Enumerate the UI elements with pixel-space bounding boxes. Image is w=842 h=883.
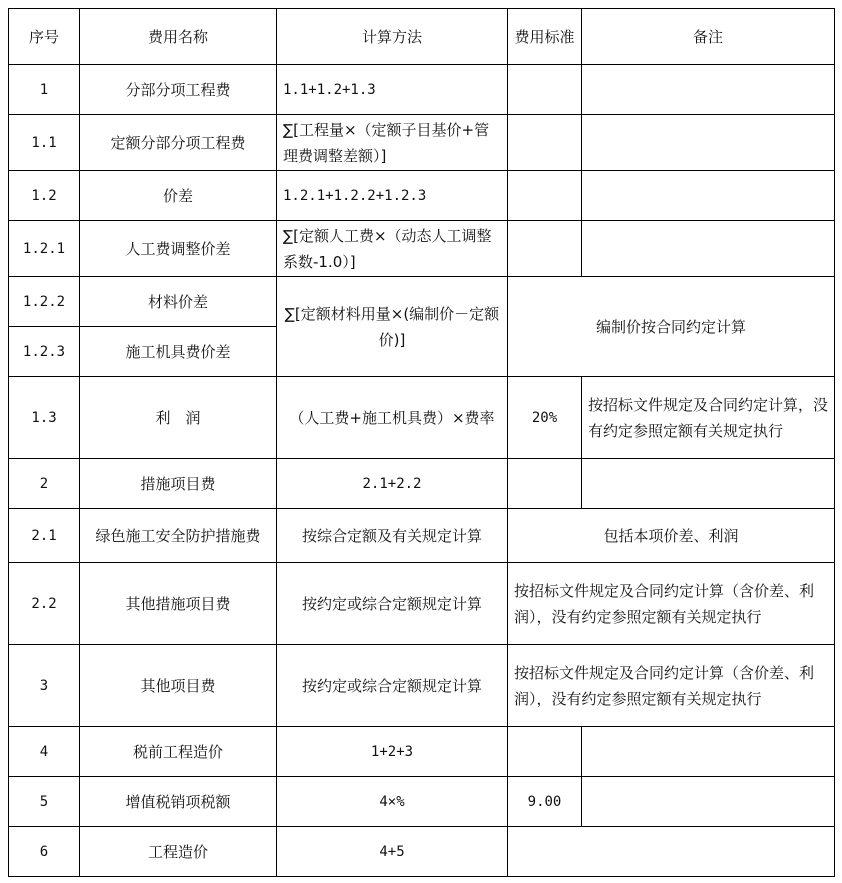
row-no: 1.2.3 bbox=[9, 327, 80, 377]
row-method: 按约定或综合定额规定计算 bbox=[277, 645, 508, 727]
header-rate: 费用标准 bbox=[508, 9, 582, 65]
table-row bbox=[9, 459, 835, 509]
row-no: 1.1 bbox=[9, 115, 80, 171]
table-row bbox=[9, 115, 835, 171]
table-row bbox=[9, 277, 835, 327]
row-rate bbox=[508, 221, 582, 277]
row-method: 4+5 bbox=[277, 827, 508, 877]
row-remark: 按招标文件规定及合同约定计算（含价差、利润），没有约定参照定额有关规定执行 bbox=[508, 563, 835, 645]
row-no: 4 bbox=[9, 727, 80, 777]
row-remark: 包括本项价差、利润 bbox=[508, 509, 835, 563]
row-method: （人工费+施工机具费）×费率 bbox=[277, 377, 508, 459]
table-row bbox=[9, 827, 835, 877]
row-no: 1.2 bbox=[9, 171, 80, 221]
table-row bbox=[9, 377, 835, 459]
row-remark: 按招标文件规定及合同约定计算，没有约定参照定额有关规定执行 bbox=[582, 377, 835, 459]
row-remark bbox=[582, 115, 835, 171]
row-rate bbox=[508, 65, 582, 115]
table-row bbox=[9, 509, 835, 563]
row-name: 其他项目费 bbox=[80, 645, 277, 727]
row-no: 6 bbox=[9, 827, 80, 877]
row-name: 利 润 bbox=[80, 377, 277, 459]
table-row bbox=[9, 221, 835, 277]
row-name: 定额分部分项工程费 bbox=[80, 115, 277, 171]
row-no: 1 bbox=[9, 65, 80, 115]
cost-table bbox=[8, 8, 835, 877]
table-row bbox=[9, 563, 835, 645]
row-name: 施工机具费价差 bbox=[80, 327, 277, 377]
row-name: 分部分项工程费 bbox=[80, 65, 277, 115]
row-rate: 20% bbox=[508, 377, 582, 459]
row-no: 1.2.1 bbox=[9, 221, 80, 277]
row-method: 1.1+1.2+1.3 bbox=[277, 65, 508, 115]
row-method: 1+2+3 bbox=[277, 727, 508, 777]
row-name: 材料价差 bbox=[80, 277, 277, 327]
row-name: 绿色施工安全防护措施费 bbox=[80, 509, 277, 563]
row-method: ∑[工程量×（定额子目基价+管理费调整差额）] bbox=[277, 115, 508, 171]
header-method: 计算方法 bbox=[277, 9, 508, 65]
row-no: 2.1 bbox=[9, 509, 80, 563]
table-row bbox=[9, 65, 835, 115]
row-no: 5 bbox=[9, 777, 80, 827]
row-name: 措施项目费 bbox=[80, 459, 277, 509]
row-method: ∑[定额材料用量×(编制价－定额价)] bbox=[277, 277, 508, 377]
row-method: ∑[定额人工费×（动态人工调整系数-1.0）] bbox=[277, 221, 508, 277]
header-no: 序号 bbox=[9, 9, 80, 65]
row-remark bbox=[582, 459, 835, 509]
row-remark bbox=[582, 171, 835, 221]
row-method: 按约定或综合定额规定计算 bbox=[277, 563, 508, 645]
row-remark bbox=[582, 727, 835, 777]
row-name: 其他措施项目费 bbox=[80, 563, 277, 645]
row-no: 2 bbox=[9, 459, 80, 509]
header-remark: 备注 bbox=[582, 9, 835, 65]
row-no: 3 bbox=[9, 645, 80, 727]
row-remark bbox=[582, 221, 835, 277]
row-remark bbox=[582, 65, 835, 115]
row-rate bbox=[508, 115, 582, 171]
row-method: 按综合定额及有关规定计算 bbox=[277, 509, 508, 563]
row-method: 1.2.1+1.2.2+1.2.3 bbox=[277, 171, 508, 221]
row-name: 工程造价 bbox=[80, 827, 277, 877]
table-header-row bbox=[9, 9, 835, 65]
row-no: 1.3 bbox=[9, 377, 80, 459]
row-rate bbox=[508, 727, 582, 777]
row-name: 价差 bbox=[80, 171, 277, 221]
header-name: 费用名称 bbox=[80, 9, 277, 65]
row-rate bbox=[508, 459, 582, 509]
row-rate: 9.00 bbox=[508, 777, 582, 827]
row-no: 1.2.2 bbox=[9, 277, 80, 327]
table-row bbox=[9, 727, 835, 777]
row-remark bbox=[582, 777, 835, 827]
row-rate bbox=[508, 171, 582, 221]
row-method: 4×% bbox=[277, 777, 508, 827]
row-name: 税前工程造价 bbox=[80, 727, 277, 777]
row-name: 增值税销项税额 bbox=[80, 777, 277, 827]
row-no: 2.2 bbox=[9, 563, 80, 645]
table-row bbox=[9, 171, 835, 221]
row-name: 人工费调整价差 bbox=[80, 221, 277, 277]
row-method: 2.1+2.2 bbox=[277, 459, 508, 509]
table-row bbox=[9, 777, 835, 827]
row-remark bbox=[508, 827, 835, 877]
table-row bbox=[9, 645, 835, 727]
row-remark: 按招标文件规定及合同约定计算（含价差、利润），没有约定参照定额有关规定执行 bbox=[508, 645, 835, 727]
row-remark: 编制价按合同约定计算 bbox=[508, 277, 835, 377]
